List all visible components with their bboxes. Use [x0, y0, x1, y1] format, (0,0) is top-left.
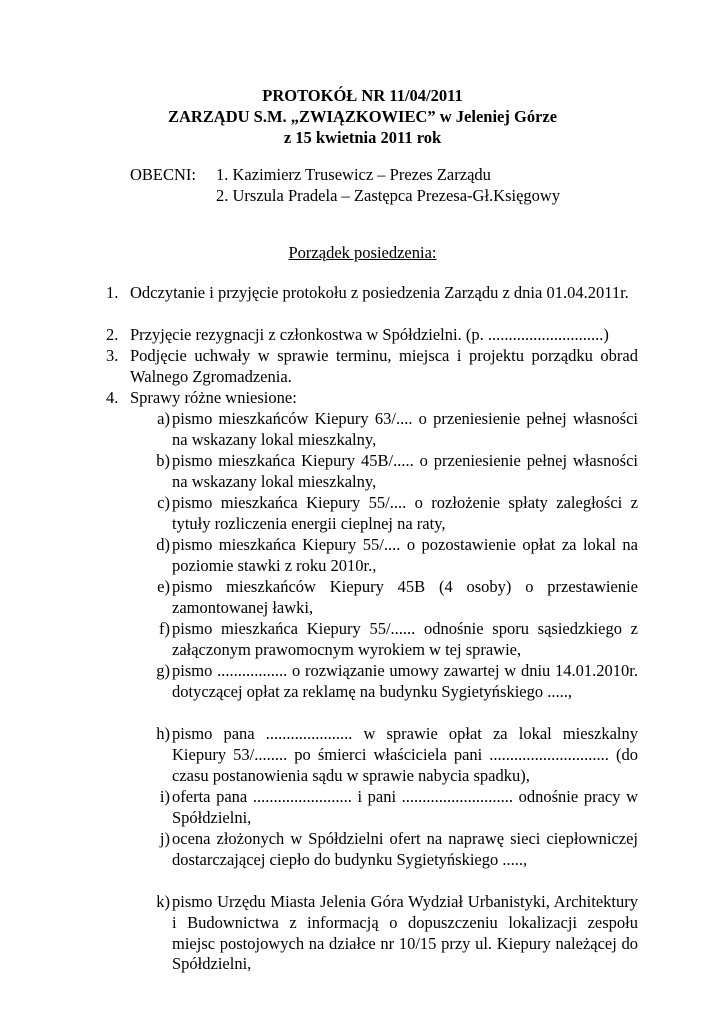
- sub-item-letter: b): [156, 451, 170, 470]
- sub-item-text: pismo mieszkańca Kiepury 55/...... odnośnie sporu sąsiedzkiego z załączonym prawomocnym wyrokiem w tej sprawie,: [172, 619, 638, 659]
- sub-item-text: pismo Urzędu Miasta Jelenia Góra Wydział Urbanistyki, Architektury i Budownictwa z informacją o dopuszczeniu lokalizacji zespołu miejsc postojowych na działce nr 10/15 przy ul. Kiepury należącej do Spółdzielni,: [172, 892, 638, 974]
- agenda-heading: Porządek posiedzenia:: [288, 243, 437, 262]
- sub-item-letter: g): [156, 661, 170, 680]
- sub-item-letter: e): [157, 577, 170, 596]
- sub-item-letter: k): [156, 892, 170, 911]
- sub-item-text: pismo mieszkańców Kiepury 63/.... o przeniesienie pełnej własności na wskazany lokal mieszkalny,: [172, 409, 638, 449]
- sub-item-letter: c): [157, 493, 170, 512]
- sub-item-text: pismo mieszkańca Kiepury 55/.... o pozostawienie opłat za lokal na poziomie stawki z roku 2010r.,: [172, 535, 638, 575]
- protocol-date: z 15 kwietnia 2011 rok: [283, 128, 442, 147]
- agenda-item-text: Sprawy różne wniesione:: [130, 388, 297, 407]
- sub-item-letter: j): [159, 829, 170, 848]
- sub-item-letter: a): [157, 409, 170, 428]
- sub-item-text: oferta pana ........................ i pani ........................... odnośnie pracy w Spółdzielni,: [172, 787, 638, 827]
- sub-item-text: pismo pana ..................... w sprawie opłat za lokal mieszkalny Kiepury 53/........ po śmierci właściciela pani ............................. (do czasu postanowienia sądu w sprawie nabycia spadku),: [172, 724, 638, 785]
- sub-item-text: pismo mieszkańca Kiepury 45B/..... o przeniesienie pełnej własności na wskazany lokal mieszkalny,: [172, 451, 638, 491]
- agenda-item-number: 1.: [106, 283, 119, 302]
- sub-item-text: pismo ................. o rozwiązanie umowy zawartej w dniu 14.01.2010r. dotyczącej opłat za reklamę na budynku Sygietyńskiego .....,: [172, 661, 638, 701]
- protocol-title: PROTOKÓŁ NR 11/04/2011: [262, 86, 463, 105]
- attendee-2: 2. Urszula Pradela – Zastępca Prezesa-Gł.Księgowy: [216, 186, 561, 205]
- sub-item-text: pismo mieszkańca Kiepury 55/.... o rozłożenie spłaty zaległości z tytuły rozliczenia energii cieplnej na raty,: [172, 493, 638, 533]
- sub-item-text: ocena złożonych w Spółdzielni ofert na naprawę sieci ciepłowniczej dostarczającej ciepło do budynku Sygietyńskiego .....,: [172, 829, 638, 869]
- sub-item-letter: i): [159, 787, 170, 806]
- agenda-item-text: Odczytanie i przyjęcie protokołu z posiedzenia Zarządu z dnia 01.04.2011r.: [130, 283, 629, 302]
- attendee-1: 1. Kazimierz Trusewicz – Prezes Zarządu: [216, 165, 491, 184]
- sub-item-text: pismo mieszkańców Kiepury 45B (4 osoby) o przestawienie zamontowanej ławki,: [172, 577, 638, 617]
- sub-item-letter: d): [156, 535, 170, 554]
- agenda-item-number: 4.: [106, 388, 119, 407]
- agenda-item-text: Podjęcie uchwały w sprawie terminu, miejsca i projektu porządku obrad Walnego Zgromadzenia.: [130, 346, 638, 386]
- agenda-item-number: 2.: [106, 325, 119, 344]
- attendance-label: OBECNI:: [130, 165, 196, 184]
- sub-item-letter: f): [159, 619, 170, 638]
- sub-item-letter: h): [156, 724, 170, 743]
- agenda-item-text: Przyjęcie rezygnacji z członkostwa w Spółdzielni. (p. ............................): [130, 325, 609, 344]
- board-name: ZARZĄDU S.M. „ZWIĄZKOWIEC” w Jeleniej Górze: [167, 107, 558, 126]
- agenda-item-number: 3.: [106, 346, 119, 365]
